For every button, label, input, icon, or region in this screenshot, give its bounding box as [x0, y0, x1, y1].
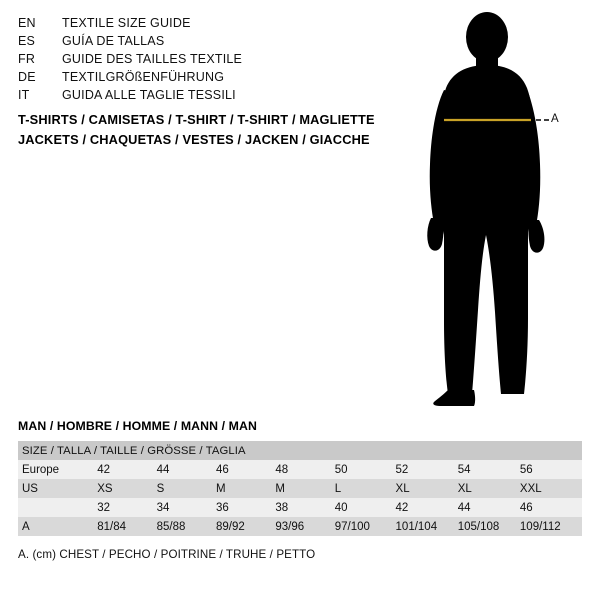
language-code: DE	[18, 70, 36, 84]
category-tshirts: T-SHIRTS / CAMISETAS / T-SHIRT / T-SHIRT / MAGLIETTE	[18, 112, 375, 127]
cell: 40	[335, 498, 396, 517]
cell: 89/92	[216, 517, 275, 536]
cell: 93/96	[275, 517, 334, 536]
cell: S	[157, 479, 216, 498]
cell: 36	[216, 498, 275, 517]
cell: 105/108	[458, 517, 520, 536]
chest-callout-label: A	[551, 113, 560, 125]
table-header-label: SIZE / TALLA / TAILLE / GRÖSSE / TAGLIA	[18, 441, 582, 460]
table-row	[18, 460, 582, 479]
row-label: Europe	[18, 460, 97, 479]
language-text: TEXTILGRÖßENFÜHRUNG	[62, 70, 225, 84]
cell: 101/104	[396, 517, 458, 536]
language-row	[18, 50, 398, 68]
cell: 48	[275, 460, 334, 479]
category-list	[18, 110, 418, 150]
cell: M	[216, 479, 275, 498]
language-row	[18, 68, 398, 86]
language-row	[18, 32, 398, 50]
cell: 46	[520, 498, 582, 517]
cell: 85/88	[157, 517, 216, 536]
cell: 44	[458, 498, 520, 517]
cell: 52	[396, 460, 458, 479]
table-header-row	[18, 441, 582, 460]
cell: 109/112	[520, 517, 582, 536]
language-code: EN	[18, 16, 36, 30]
cell: L	[335, 479, 396, 498]
category-jackets: JACKETS / CHAQUETAS / VESTES / JACKEN / GIACCHE	[18, 132, 370, 147]
cell: 42	[396, 498, 458, 517]
cell: XL	[396, 479, 458, 498]
cell: 34	[157, 498, 216, 517]
cell: XS	[97, 479, 156, 498]
table-row	[18, 517, 582, 536]
cell: 32	[97, 498, 156, 517]
cell: 38	[275, 498, 334, 517]
cell: 97/100	[335, 517, 396, 536]
row-label: A	[18, 517, 97, 536]
language-row	[18, 14, 398, 32]
language-text: TEXTILE SIZE GUIDE	[62, 16, 191, 30]
language-code: IT	[18, 88, 30, 102]
language-text: GUIDE DES TAILLES TEXTILE	[62, 52, 243, 66]
cell: 81/84	[97, 517, 156, 536]
row-label: US	[18, 479, 97, 498]
cell: 54	[458, 460, 520, 479]
cell: 44	[157, 460, 216, 479]
language-list	[18, 14, 398, 104]
table-footnote: A. (cm) CHEST / PECHO / POITRINE / TRUHE / PETTO	[18, 548, 316, 561]
cell: 50	[335, 460, 396, 479]
table-row	[18, 479, 582, 498]
table-row	[18, 498, 582, 517]
row-label	[18, 498, 97, 517]
body-silhouette-icon	[400, 10, 600, 410]
cell: 42	[97, 460, 156, 479]
language-code: FR	[18, 52, 36, 66]
language-text: GUÍA DE TALLAS	[62, 34, 165, 48]
cell: XXL	[520, 479, 582, 498]
language-text: GUIDA ALLE TAGLIE TESSILI	[62, 88, 236, 102]
cell: XL	[458, 479, 520, 498]
male-figure-illustration	[400, 10, 600, 410]
cell: 56	[520, 460, 582, 479]
cell: M	[275, 479, 334, 498]
size-table	[18, 441, 582, 536]
table-section-title: MAN / HOMBRE / HOMME / MANN / MAN	[18, 419, 257, 433]
cell: 46	[216, 460, 275, 479]
language-row	[18, 86, 398, 104]
language-code: ES	[18, 34, 36, 48]
